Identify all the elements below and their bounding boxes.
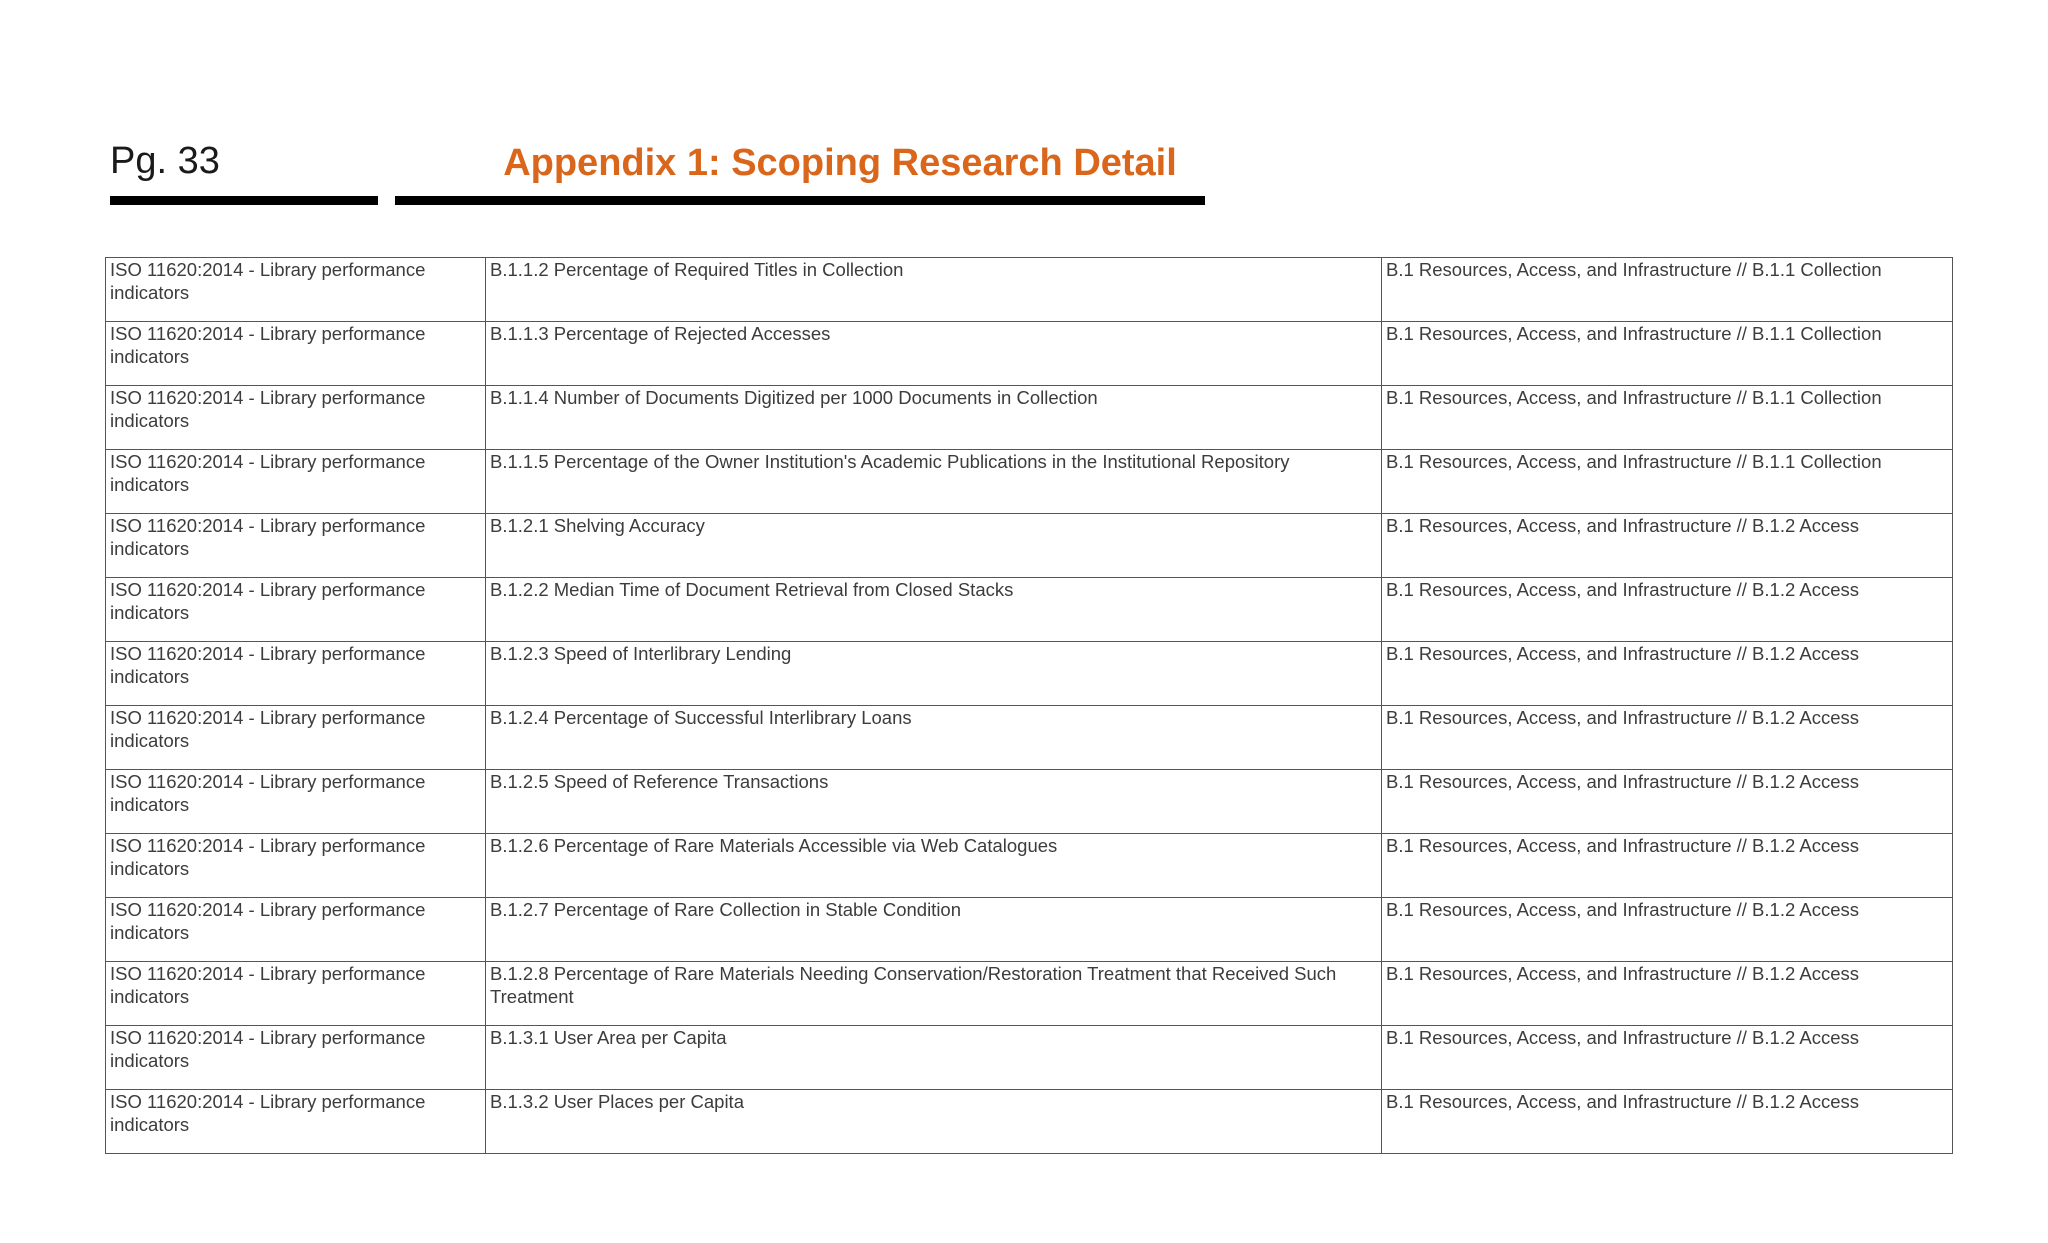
title-rule <box>395 196 1205 205</box>
table-row <box>106 770 1953 834</box>
indicator-cell: B.1.2.4 Percentage of Successful Interlibrary Loans <box>486 706 1382 770</box>
source-cell: ISO 11620:2014 - Library performance indicators <box>106 1026 486 1090</box>
table-row <box>106 1026 1953 1090</box>
table-row <box>106 514 1953 578</box>
table-row <box>106 578 1953 642</box>
source-cell: ISO 11620:2014 - Library performance indicators <box>106 514 486 578</box>
category-cell: B.1 Resources, Access, and Infrastructure // B.1.1 Collection <box>1382 386 1953 450</box>
source-cell: ISO 11620:2014 - Library performance indicators <box>106 962 486 1026</box>
indicator-cell: B.1.2.3 Speed of Interlibrary Lending <box>486 642 1382 706</box>
indicator-cell: B.1.1.3 Percentage of Rejected Accesses <box>486 322 1382 386</box>
category-cell: B.1 Resources, Access, and Infrastructure // B.1.2 Access <box>1382 898 1953 962</box>
indicator-cell: B.1.2.6 Percentage of Rare Materials Accessible via Web Catalogues <box>486 834 1382 898</box>
indicator-table <box>105 257 1953 1154</box>
page-number: Pg. 33 <box>110 140 220 182</box>
indicator-cell: B.1.1.4 Number of Documents Digitized per 1000 Documents in Collection <box>486 386 1382 450</box>
category-cell: B.1 Resources, Access, and Infrastructure // B.1.2 Access <box>1382 1026 1953 1090</box>
source-cell: ISO 11620:2014 - Library performance indicators <box>106 706 486 770</box>
category-cell: B.1 Resources, Access, and Infrastructure // B.1.2 Access <box>1382 514 1953 578</box>
category-cell: B.1 Resources, Access, and Infrastructure // B.1.1 Collection <box>1382 322 1953 386</box>
category-cell: B.1 Resources, Access, and Infrastructure // B.1.1 Collection <box>1382 450 1953 514</box>
table-row <box>106 962 1953 1026</box>
indicator-cell: B.1.3.1 User Area per Capita <box>486 1026 1382 1090</box>
source-cell: ISO 11620:2014 - Library performance indicators <box>106 578 486 642</box>
source-cell: ISO 11620:2014 - Library performance indicators <box>106 770 486 834</box>
page-title: Appendix 1: Scoping Research Detail <box>503 142 1177 184</box>
table-row <box>106 898 1953 962</box>
indicator-cell: B.1.2.1 Shelving Accuracy <box>486 514 1382 578</box>
table-row <box>106 258 1953 322</box>
source-cell: ISO 11620:2014 - Library performance indicators <box>106 1090 486 1154</box>
indicator-cell: B.1.1.2 Percentage of Required Titles in Collection <box>486 258 1382 322</box>
table-row <box>106 450 1953 514</box>
source-cell: ISO 11620:2014 - Library performance indicators <box>106 322 486 386</box>
category-cell: B.1 Resources, Access, and Infrastructure // B.1.1 Collection <box>1382 258 1953 322</box>
table-row <box>106 386 1953 450</box>
category-cell: B.1 Resources, Access, and Infrastructure // B.1.2 Access <box>1382 642 1953 706</box>
indicator-cell: B.1.1.5 Percentage of the Owner Institution's Academic Publications in the Institutional Repository <box>486 450 1382 514</box>
table-row <box>106 706 1953 770</box>
indicator-cell: B.1.2.7 Percentage of Rare Collection in Stable Condition <box>486 898 1382 962</box>
indicator-table-body <box>106 258 1953 1154</box>
table-row <box>106 642 1953 706</box>
source-cell: ISO 11620:2014 - Library performance indicators <box>106 898 486 962</box>
table-row <box>106 1090 1953 1154</box>
indicator-cell: B.1.2.8 Percentage of Rare Materials Needing Conservation/Restoration Treatment that Received Such Treatment <box>486 962 1382 1026</box>
table-row <box>106 322 1953 386</box>
category-cell: B.1 Resources, Access, and Infrastructure // B.1.2 Access <box>1382 1090 1953 1154</box>
category-cell: B.1 Resources, Access, and Infrastructure // B.1.2 Access <box>1382 770 1953 834</box>
source-cell: ISO 11620:2014 - Library performance indicators <box>106 258 486 322</box>
indicator-cell: B.1.2.5 Speed of Reference Transactions <box>486 770 1382 834</box>
source-cell: ISO 11620:2014 - Library performance indicators <box>106 834 486 898</box>
indicator-cell: B.1.2.2 Median Time of Document Retrieval from Closed Stacks <box>486 578 1382 642</box>
source-cell: ISO 11620:2014 - Library performance indicators <box>106 386 486 450</box>
category-cell: B.1 Resources, Access, and Infrastructure // B.1.2 Access <box>1382 962 1953 1026</box>
source-cell: ISO 11620:2014 - Library performance indicators <box>106 450 486 514</box>
table-row <box>106 834 1953 898</box>
indicator-cell: B.1.3.2 User Places per Capita <box>486 1090 1382 1154</box>
source-cell: ISO 11620:2014 - Library performance indicators <box>106 642 486 706</box>
page-number-rule <box>110 196 378 205</box>
category-cell: B.1 Resources, Access, and Infrastructure // B.1.2 Access <box>1382 834 1953 898</box>
category-cell: B.1 Resources, Access, and Infrastructure // B.1.2 Access <box>1382 578 1953 642</box>
category-cell: B.1 Resources, Access, and Infrastructure // B.1.2 Access <box>1382 706 1953 770</box>
